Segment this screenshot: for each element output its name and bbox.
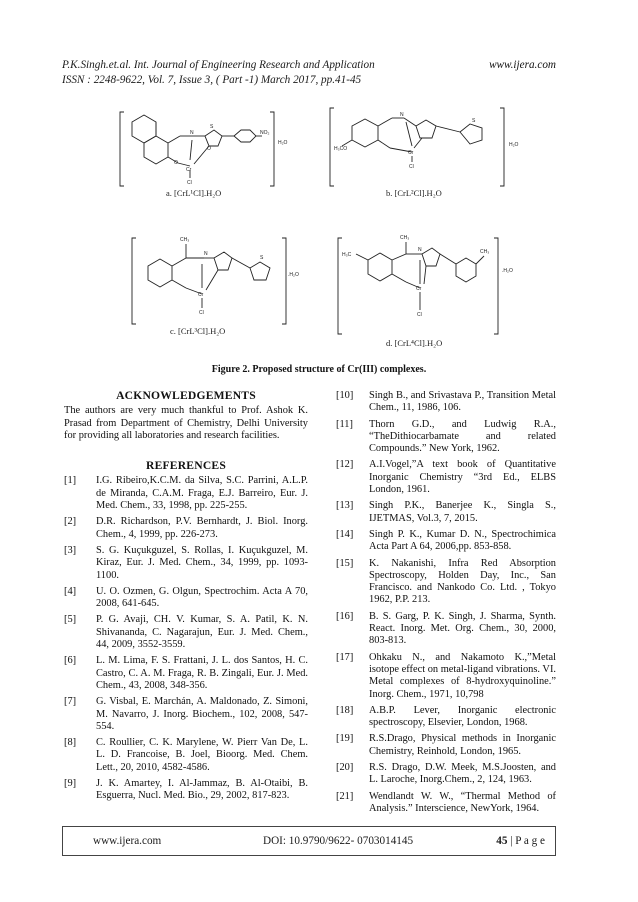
reference-text: L. M. Lima, F. S. Frattani, J. L. dos Santos, H. C. Castro, C. A. M. Fraga, R. B. Zingali, Eur. J. Med. Chem., 43, 2008, 348-356.: [96, 655, 308, 691]
reference-item: [336, 529, 556, 554]
reference-text: Singh P. K., Kumar D. N., Spectrochimica Acta Part A 64, 2006,pp. 853-858.: [369, 528, 556, 553]
page-footer: [62, 826, 556, 856]
atom-cr-b: Cr: [408, 150, 414, 156]
ch3-d: CH₃: [400, 235, 410, 241]
reference-number: [21]: [336, 790, 354, 802]
references-list-right: [336, 390, 556, 815]
references-heading: REFERENCES: [146, 459, 226, 473]
reference-text: U. O. Ozmen, G. Olgun, Spectrochim. Acta A 70, 2008, 641-645.: [96, 585, 308, 610]
reference-item: [336, 500, 556, 525]
reference-text: B. S. Garg, P. K. Singh, J. Sharma, Synth. React. Inorg. Met. Org. Chem., 30, 2000, 803-813.: [369, 610, 556, 647]
running-header-issn: ISSN : 2248-9622, Vol. 7, Issue 3, ( Part -1) March 2017, pp.41-45: [62, 74, 362, 86]
reference-item: [64, 475, 308, 512]
reference-number: [5]: [64, 614, 77, 626]
reference-text: Singh B., and Srivastava P., Transition Metal Chem., 11, 1986, 106.: [369, 390, 556, 414]
running-header-citation: P.K.Singh.et.al. Int. Journal of Engineering Research and Application: [62, 59, 375, 71]
reference-number: [13]: [336, 500, 354, 512]
reference-number: [16]: [336, 610, 354, 622]
journal-website[interactable]: www.ijera.com: [489, 59, 556, 71]
page-number: 45: [496, 835, 508, 847]
substituent-d: H₃C: [342, 252, 352, 258]
figure-caption: Figure 2. Proposed structure of Cr(III) complexes.: [211, 364, 427, 375]
reference-number: [7]: [64, 696, 77, 708]
acknowledgements-text: The authors are very much thankful to Prof. Ashok K. Prasad from Department of Chemistry, Delhi University for providing all laboratories and research facilities.: [64, 405, 308, 441]
atom-cl-b: Cl: [409, 164, 414, 170]
reference-item: [336, 611, 556, 648]
ch3-d2: CH₃: [480, 249, 490, 255]
reference-text: S. G. Kuçukguzel, S. Rollas, I. Kuçukguzel, M. Kiraz, Eur. J. Med. Chem., 34, 1999, pp. 1093-1100.: [96, 544, 308, 581]
substituent-b: H₃CO: [334, 146, 348, 152]
reference-number: [3]: [64, 544, 77, 556]
reference-number: [2]: [64, 516, 77, 528]
reference-item: [64, 614, 308, 651]
atom-n-d: N: [418, 247, 422, 253]
reference-number: [6]: [64, 655, 77, 667]
reference-number: [18]: [336, 704, 354, 716]
reference-item: [336, 419, 556, 456]
structure-b-label: b. [CrL²Cl].H₂O: [386, 188, 442, 198]
reference-number: [11]: [336, 418, 353, 430]
reference-number: [19]: [336, 733, 354, 745]
reference-number: [14]: [336, 528, 354, 540]
reference-item: [64, 586, 308, 611]
reference-text: Singh P.K., Banerjee K., Singla S., IJETMAS, Vol.3, 7, 2015.: [369, 500, 556, 524]
reference-text: D.R. Richardson, P.V. Bernhardt, J. Biol. Inorg. Chem., 4, 1999, pp. 226-273.: [96, 516, 308, 540]
structure-d-label: d. [CrL⁴Cl].H₂O: [386, 338, 443, 348]
reference-item: [64, 737, 308, 774]
structure-a-label: a. [CrL¹Cl].H₂O: [166, 188, 222, 198]
reference-item: [336, 558, 556, 607]
atom-cl-c: Cl: [199, 310, 204, 316]
reference-number: [8]: [64, 737, 77, 749]
reference-item: [336, 733, 556, 758]
references-list-left: [64, 475, 308, 802]
left-column: [64, 390, 308, 807]
right-column: [336, 390, 556, 819]
reference-number: [12]: [336, 459, 354, 471]
atom-cr-d: Cr: [416, 286, 422, 292]
structure-b: [330, 108, 519, 198]
page-word: | P a g e: [510, 835, 545, 847]
water-b: H₂O: [509, 142, 519, 148]
reference-number: [20]: [336, 762, 354, 774]
reference-text: A.B.P. Lever, Inorganic electronic spectroscopy, Elsevier, London, 1968.: [369, 704, 556, 729]
atom-o2: O: [207, 146, 211, 152]
footer-page-number: [496, 835, 545, 847]
reference-text: G. Visbal, E. Marchán, A. Maldonado, Z. Simoni, M. Navarro, J. Inorg. Biochem., 102, 2008, 547-554.: [96, 696, 308, 732]
reference-item: [64, 516, 308, 541]
water-a: H₂O: [278, 140, 288, 146]
water-d: .H₂O: [502, 268, 513, 274]
figure-2-structures: [110, 98, 530, 360]
reference-text: R.S. Drago, D.W. Meek, M.S.Joosten, and L. Laroche, Inorg.Chem., 2, 124, 1963.: [369, 762, 556, 786]
reference-text: R.S.Drago, Physical methods in Inorganic Chemistry, Reinhold, London, 1965.: [369, 733, 556, 757]
reference-text: Wendlandt W. W., “Thermal Method of Analysis.” Interscience, NewYork, 1964.: [369, 790, 556, 814]
atom-n-b: N: [400, 112, 404, 118]
reference-text: Ohkaku N., and Nakamoto K.,”Metal isotope effect on metal-ligand vibrations. VI. Metal complexes of 8-hydroxyquinoline.” Inorg. Chem., 1971, 10,798: [369, 651, 556, 700]
reference-text: A.I.Vogel,”A text book of Quantitative Inorganic Chemistry “3rd Ed., ELBS London, 1961.: [369, 459, 556, 496]
footer-website[interactable]: www.ijera.com: [93, 835, 162, 847]
reference-item: [64, 778, 308, 803]
atom-cl: Cl: [187, 180, 192, 186]
atom-o: O: [174, 160, 178, 166]
water-c: .H₂O: [288, 272, 299, 278]
atom-s-c: S: [260, 255, 264, 261]
reference-text: Thorn G.D., and Ludwig R.A., “TheDithiocarbamate and related Compounds.” New York, 1962.: [369, 418, 556, 455]
substituent-a: NO₂: [260, 130, 270, 136]
reference-text: K. Nakanishi, Infra Red Absorption Spectroscopy, Holden Day, Inc., San Francisco. and Nankodo Co. Ltd. , Tokyo 1962, P.P. 213.: [369, 557, 556, 606]
atom-cr-c: Cr: [198, 292, 204, 298]
reference-item: [336, 459, 556, 496]
reference-text: J. K. Amartey, I. Al-Jammaz, B. Al-Otaibi, B. Esguerra, Nucl. Med. Bio., 29, 2002, 817-823.: [96, 778, 308, 802]
structure-c-label: c. [CrL³Cl].H₂O: [170, 326, 226, 336]
acknowledgements-heading: ACKNOWLEDGEMENTS: [116, 389, 256, 402]
structure-d: [338, 235, 513, 348]
reference-item: [64, 696, 308, 733]
atom-n: N: [190, 130, 194, 136]
atom-s: S: [210, 124, 214, 130]
atom-n-c: N: [204, 251, 208, 257]
reference-number: [1]: [64, 475, 77, 487]
atom-cl-d: Cl: [417, 312, 422, 318]
reference-number: [15]: [336, 557, 354, 569]
atom-s-b: S: [472, 118, 476, 124]
reference-number: [9]: [64, 778, 77, 790]
reference-item: [64, 655, 308, 692]
ch3-c: CH₃: [180, 237, 190, 243]
reference-item: [336, 762, 556, 787]
structure-c: [132, 237, 299, 336]
footer-doi: DOI: 10.9790/9622- 0703014145: [263, 835, 414, 847]
reference-item: [336, 705, 556, 730]
reference-number: [17]: [336, 651, 354, 663]
reference-item: [336, 390, 556, 415]
reference-text: I.G. Ribeiro,K.C.M. da Silva, S.C. Parrini, A.L.P. de Miranda, C.A.M. Fraga, E.J. Barreiro, Eur. J. Med. Chem., 33, 1998, pp. 225-255.: [96, 475, 308, 512]
reference-item: [336, 652, 556, 701]
reference-text: C. Roullier, C. K. Marylene, W. Pierr Van De, L. L. D. Francoise, B. Joel, Bioorg. Med. Chem. Lett., 20, 2010, 4582-4586.: [96, 737, 308, 773]
reference-item: [336, 791, 556, 816]
reference-item: [64, 545, 308, 582]
reference-number: [10]: [336, 390, 354, 401]
reference-text: P. G. Avaji, CH. V. Kumar, S. A. Patil, K. N. Shivananda, C. Nagarajun, Eur. J. Med. Chem., 44, 2009, 3552-3559.: [96, 614, 308, 651]
structure-a: [120, 112, 288, 198]
atom-cr: Cr: [186, 167, 192, 173]
reference-number: [4]: [64, 585, 77, 597]
